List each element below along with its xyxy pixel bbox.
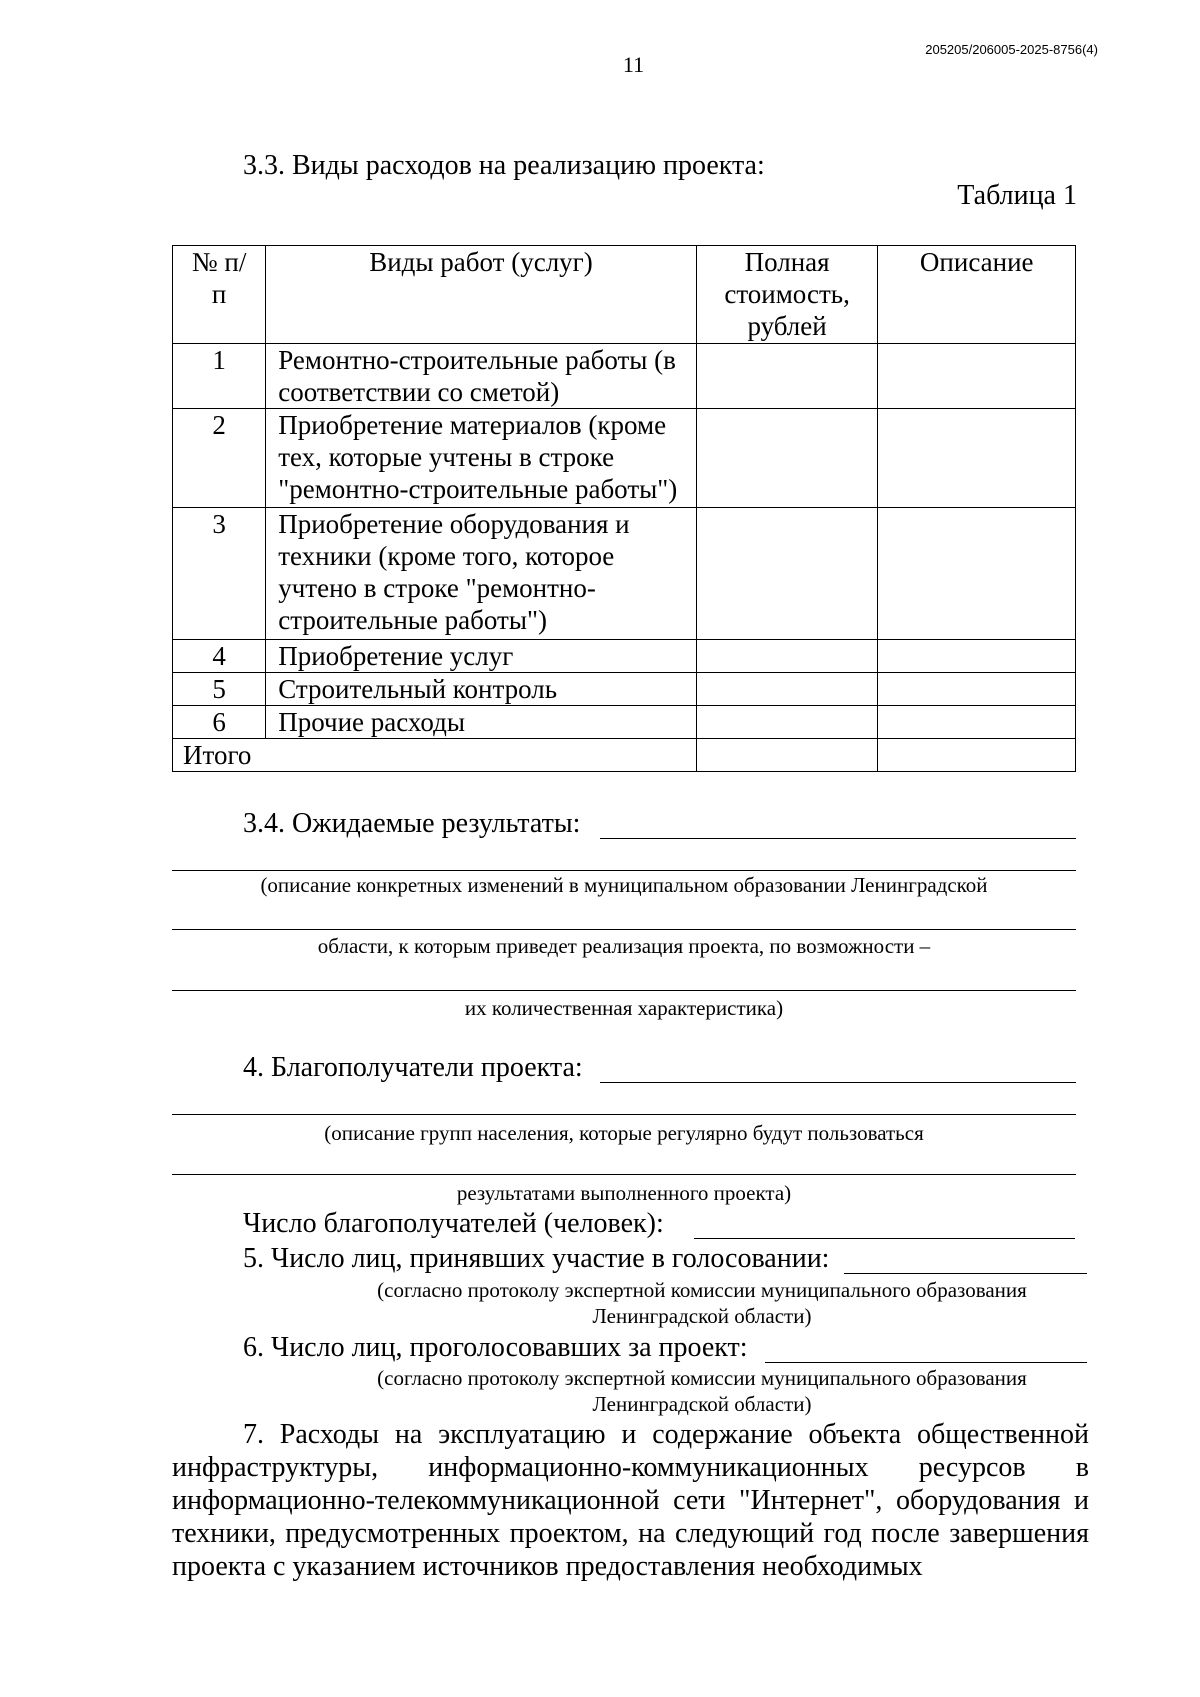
row-name: Строительный контроль (266, 673, 697, 706)
expenses-table (172, 245, 1076, 772)
operating-expenses-paragraph: 7. Расходы на эксплуатацию и содержание объекта общественной инфраструктуры, информационно-коммуникационных ресурсов в информационно-телекоммуникационной сети "Интернет", оборудования и техники, предусмотренных проектом, на следующий год после завершения проекта с указанием источников предоставления необходимых (172, 1419, 1089, 1582)
page-number: 11 (622, 52, 645, 77)
row-name: Ремонтно-строительные работы (в соответствии со сметой) (266, 344, 697, 409)
beneficiaries-count-label: Число благополучателей (человек): (243, 1208, 664, 1239)
row-num: 5 (173, 673, 266, 706)
total-cost-cell (696, 739, 878, 772)
voting-participants-hint: (согласно протоколу экспертной комиссии муниципального образования (377, 1278, 1027, 1302)
row-description-cell (878, 640, 1076, 673)
row-description-cell (878, 409, 1076, 508)
table-row (173, 673, 1076, 706)
total-description-cell (878, 739, 1076, 772)
table-row (173, 409, 1076, 508)
expected-results-label: 3.4. Ожидаемые результаты: (243, 808, 581, 839)
voting-participants-label: 5. Число лиц, принявших участие в голосовании: (243, 1243, 830, 1274)
votes-for-hint: Ленинградской области) (592, 1392, 812, 1416)
votes-for-line[interactable] (765, 1362, 1087, 1363)
row-cost-cell (696, 344, 878, 409)
voting-participants-hint: Ленинградской области) (592, 1304, 812, 1328)
row-cost-cell (696, 640, 878, 673)
expected-results-hint: (описание конкретных изменений в муниципальном образовании Ленинградской (260, 873, 988, 897)
document-id: 205205/206005-2025-8756(4) (925, 42, 1098, 57)
voting-participants-line[interactable] (844, 1273, 1087, 1274)
expected-results-line[interactable] (172, 870, 1076, 871)
row-description-cell (878, 508, 1076, 640)
row-name: Приобретение услуг (266, 640, 697, 673)
row-num: 4 (173, 640, 266, 673)
header-num: № п/п (173, 246, 266, 344)
beneficiaries-hint: (описание групп населения, которые регулярно будут пользоваться (324, 1121, 924, 1145)
row-cost-cell (696, 706, 878, 739)
expected-results-line[interactable] (172, 990, 1076, 991)
header-name: Виды работ (услуг) (266, 246, 697, 344)
votes-for-label: 6. Число лиц, проголосовавших за проект: (243, 1332, 748, 1363)
row-cost-cell (696, 508, 878, 640)
table-row (173, 344, 1076, 409)
row-description-cell (878, 344, 1076, 409)
row-num: 3 (173, 508, 266, 640)
expected-results-hint: области, к которым приведет реализация проекта, по возможности – (317, 934, 931, 958)
beneficiaries-line[interactable] (172, 1114, 1076, 1115)
table-row (173, 706, 1076, 739)
table-caption: Таблица 1 (957, 180, 1077, 211)
total-label: Итого (173, 739, 697, 772)
row-name: Приобретение материалов (кроме тех, которые учтены в строке "ремонтно-строительные работы") (266, 409, 697, 508)
table-total-row (173, 739, 1076, 772)
row-description-cell (878, 673, 1076, 706)
table-row (173, 640, 1076, 673)
row-description-cell (878, 706, 1076, 739)
beneficiaries-line[interactable] (172, 1174, 1076, 1175)
row-name: Приобретение оборудования и техники (кроме того, которое учтено в строке "ремонтно-строительные работы") (266, 508, 697, 640)
row-num: 1 (173, 344, 266, 409)
table-row (173, 508, 1076, 640)
beneficiaries-label: 4. Благополучатели проекта: (243, 1052, 583, 1083)
section-3-3-title: 3.3. Виды расходов на реализацию проекта: (243, 150, 765, 181)
row-num: 2 (173, 409, 266, 508)
beneficiaries-line[interactable] (600, 1082, 1076, 1083)
beneficiaries-count-line[interactable] (694, 1238, 1075, 1239)
votes-for-hint: (согласно протоколу экспертной комиссии муниципального образования (377, 1366, 1027, 1390)
expected-results-hint: их количественная характеристика) (464, 996, 784, 1020)
row-num: 6 (173, 706, 266, 739)
header-cost: Полная стоимость, рублей (696, 246, 878, 344)
header-description: Описание (878, 246, 1076, 344)
row-name: Прочие расходы (266, 706, 697, 739)
row-cost-cell (696, 409, 878, 508)
beneficiaries-hint: результатами выполненного проекта) (456, 1181, 792, 1205)
row-cost-cell (696, 673, 878, 706)
expected-results-line[interactable] (600, 838, 1076, 839)
expected-results-line[interactable] (172, 929, 1076, 930)
